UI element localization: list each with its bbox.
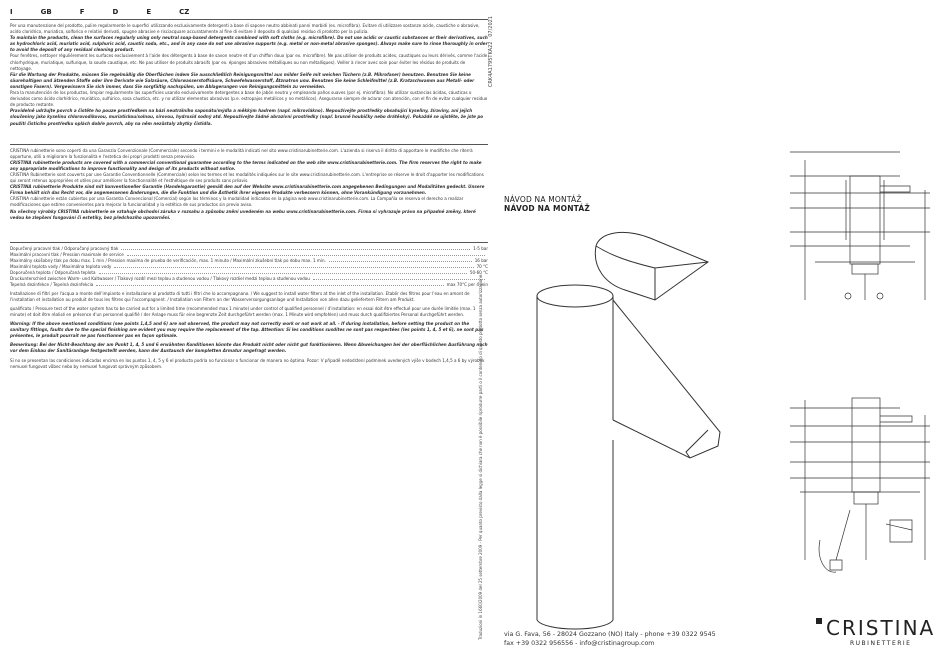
lang-fr: F (79, 8, 85, 16)
warranty-cz: Na všechny výrobky CRISTINA rubinetterie se vztahuje obchodní záruka v rozsahu a způsobu znění uvedeném na webu www.cristinarubinetterie.com. Firma si vyhrazuje právo na případné změny, které vedou ke zlepšení fungování či estetiky, bez předchozího upozornění. (10, 208, 476, 220)
lang-de: D (112, 8, 119, 16)
install-section (10, 291, 488, 370)
brand-logo: CRISTINA RUBINETTERIE (826, 616, 936, 647)
cleaning-cz: Pravidelně udržujte povrch a čistěte ho pouze prostředkem na bázi neutrálního saponátu/mýdla a měkkým hadrem (např. mikrovlákno). Nepoužívejte prostředky obsahující kyseliny, žíraviny, ani jejich sloučeniny jako kyselinu chlorovodíkovou, muriatickou/solnou, sírovou, hydroxid sodný atd. Nepoužívejte žádné abrazivní prostředky (např. brusné houbičky nebo drátěnky). Pokaždé se ujistěte, že jste po použití čisticího prostředku oplách dobře povrch, aby na něm nezůstaly zbytky čistidla. (10, 108, 484, 126)
divider (10, 144, 488, 145)
install-warning: Warning: If the above mentioned conditions (see points 1,4,5 and 6) are not observed, the product may not correctly work or not work at all. - If during installation, before setting the product on the sanitary fittings, faults due to the special finishing are evident you may require the replacement of the tap. Attention: Si les conditions susdites ne sont pas respectées (les points 1, 4, 5 et 6), ne sont pas présentes, le produit pourrait ne pas fonctionner pas en façon optimale. (10, 321, 484, 339)
cleaning-section (10, 23, 488, 127)
language-headers (0, 0, 500, 16)
warranty-fr: CRISTINA Rubinetterie sont couverts par une Garantie Conventionnelle (Commerciale) selon les termes et les modalités indiquées sur le site www.cristinarubinetterie.com. L'entreprise se réserve le droit d'apporter les modifications qui seront retenus appropriées et utiles pour améliorer la fonctionnalité et l'esthétique de ses produits sans préavis. (10, 171, 484, 184)
divider (10, 19, 488, 20)
spec-row: Druckunterschied zwischen Warm- und Kaltwasser / Tlakový rozdíl mezi teplou a studenou vodou / Tlakový rozdiel medzi teplou a studenou vodou (10, 276, 488, 282)
technical-view-top (790, 152, 930, 300)
install-qualified: qualificato / Pressure test of the water system has to be carried out for a limited time (recommended max 1 minute) under control of qualified personnel / d'installation: en essai doit être effectué pour une durée limitée (max. 1 minute) et doit être réalisé en présence d'un personnel qualifié / der Anlage muss für eine begrenzte Zeit durchgeführt werden (max. 1 Minute wird empfohlen) und muss durch qualifiziertes Personal durchgeführt werden. (10, 305, 476, 317)
install-cz: Si no se presentan las condiciones indicadas encima en los puntos 1, 4, 5 y 6 el producto podría no funcionar o funcionar de manera no óptima. Pozor: V případě nedodržení podmínek uvedených výše v bodech 1,4,5 a 6 by výrobek nemusel fungovat vůbec nebo by nemusel fungovat správným způsobem. (10, 357, 485, 369)
spec-row: Dopurčený pracovní tlak / Odporučaný pracovný tlak 1-5 bar (10, 245, 488, 251)
spec-row: Maximální teplota vody / Maximálna teplota vody 70 °C (10, 263, 488, 269)
technical-view-bottom (790, 398, 930, 572)
faucet-illustration (537, 232, 720, 629)
warranty-section (10, 148, 488, 221)
warranty-it: CRISTINA rubinetterie sono coperti da una Garanzia Convenzionale (Commerciale) secondo i termini e le modalità indicati nel sito www.cristinarubinetterie.com. L'azienda si riserva il diritto di apportare le modifiche che riterrà opportune, utili a migliorare la funzionalità e l'estetica dei propri prodotti senza preavviso. (10, 147, 473, 159)
lang-cz: CZ (179, 8, 190, 16)
cleaning-it: Per una manutenzione del prodotto, pulire regolarmente le superfici utilizzando esclusivamente detergenti a base di sapone neutro abbinati panni morbidi (es. microfibra). Evitare di utilizzare sostanze acide, caustiche o abrasive, acido cloridrico, muriatico, solforico e relativi derivati, spugne abrasive e risciacquare accuratamente al fine di evitare il deposito di qualsiasi residuo di prodotto per la pulizia. (10, 23, 480, 35)
install-bemerkung: Bemerkung: Bei der Nicht-Beachtung der am Punkt 1, 4, 5 und 6 erwähnten Konditionen könnte das Produkt nicht oder nicht gut funktionieren. Wenn Abweichungen bei der oberflächlichen Ausführung noch vor dem Einbau der Sanitäranlage festgestellt werden, kann der Austausch der kompletten Armatur angefragt werden. (10, 342, 488, 354)
cleaning-fr: Pour fenêtres, nettoyer régulièrement les surfaces exclusivement à l'aide des détergents à base de savon neutre et d'un chiffon doux (par ex. microfibre). Ne pas utiliser de produits acides, caustiques ou leurs dérivés, comme l'acide chlorhydrique, muriatique, sulfurique, la soude caustique, etc. Ne pas utiliser de produits abrasifs (par ex. éponges abrasives métalliques ou non métalliques). Veiller à rincer avec soin pour éviter les résidus de produits de nettoyage. (10, 53, 488, 71)
spec-row: Maximálny skúšobný tlak po dobu max. 1 min / Pression maxima de prueba de verificación, max. 1 minuto / Maximální zkušební tlak po dobu max. 1 min. 16 bar (10, 257, 488, 263)
warranty-gb: CRISTINA rubinetterie products are covered with a commercial conventional guarantee according to the terms indicated on the web site www.cristinarubinetterie.com. The firm reserves the right to make any appropriate modifications to improve functionality and design of its products without notice. (10, 159, 482, 171)
cleaning-de: Für die Wartung der Produkte, müssen Sie regelmäßig die Oberflächen indem Sie ausschließlich Reinigungsmittel aus milder Seife mit weichen Tüchern (z.B. Mikrofaser) benutzen. Benutzen Sie keine säurehaltigen und ätzenden Stoffe oder ihre Derivate wie Salzsäure, Chlorwasserstoffsäure, Schwefelwasserstoff, Ätznatron usw. Benutzen Sie keine Schleifmittel (z.B. Kratzschwamm aus Metall- oder sonstigen Fasern). Vergewissern Sie sich immer, dass Sie sorgfältig nachspülen, um Ablagerungen von Reinigungsmitteln zu vermeiden. (10, 71, 475, 89)
spec-row: Doporučená teplota / Odporučaná teplota 50-60 °C (10, 269, 488, 275)
document-code: CRK4A1795TKA22 07/2021 (488, 16, 494, 88)
cleaning-es: Para la manutención de los productos, limpiar regularmente las superficies usando exclusivamente detergentes a base de jabón neutro y empleando paños suaves (por ej. microfibra). No utilizar sustancias ácidas, cáusticas o derivados como ácido clorhídrico, muriático, sulfúrico, sosa cáustica, etc. y no utilizar elementos abrasivos (p.e. estropajos metálicos y no metálicos). Asegurarse siempre de aclarar con atención, con el fin de evitar cualquier residuo de producto restante. (10, 90, 488, 108)
company-contact: via G. Fava, 56 - 28024 Gozzano (NO) Italy - phone +39 0322 9545 fax +39 0322 956556 - info@cristinagroup.com (504, 631, 716, 647)
technical-drawings (500, 0, 950, 665)
divider (10, 242, 488, 243)
cleaning-gb: To maintain the products, clean the surfaces regularly using only neutral soap-based detergents combined with soft cloths (e.g. microfibre). Do not use acidic or caustic substances or their derivatives, such as hydrochloric acid, muriatic acid, sulphuric acid, caustic soda, etc., and in any case do not use abrasive supports (e.g. metal or non-metal abrasive sponges). Always make sure to rinse thoroughly in order to avoid the deposit of any residual cleaning product. (10, 35, 488, 53)
legal-footnote: Traduzioni in 1660/2009 del 25 settembre 2009 - Per quanto previsto dalla legge si dichiara che non è possibile riprodurre parti o il contenuto di questo prodotto senza autorizzazione. (478, 273, 483, 640)
lang-gb: GB (40, 8, 52, 16)
lang-es: E (146, 8, 152, 16)
spec-row: Maximální pracovní tlak / Pression maximale de service (10, 252, 488, 258)
lang-it: I (10, 8, 13, 16)
warranty-de: CRISTINA rubinetterie Produkte sind mit konventioneller Garantie (Handelsgarantie) gemäß den auf der Website www.cristinarubinetterie.com angegebenen Bedingungen und Modalitäten gedeckt. Unsere Firma behält sich das Recht vor, die angemessenen Änderungen, die die Funktion und die Ästhetik ihrer eigenen Produkte verbessern können, ohne Vorankündigung vorzunehmen. (10, 184, 485, 196)
spec-row: Tepelná dezinfekce / Tepelná dezinfekcia max 70°C per 4 min (10, 281, 488, 287)
spec-list (0, 246, 500, 288)
warranty-es: CRISTINA rubinetterie están cubiertos por una Garantía Convencional (Comercial) según los términos y la modalidad indicados en la página web www.cristinarubinetterie.com. La Compañía se reserva el derecho a realizar modificaciones que estime convenientes para mejorar la funcionalidad y la estética de sus productos sin previo aviso. (10, 196, 464, 208)
page-title: NÁVOD NA MONTÁŽ NÁVOD NA MONTÁŽ (504, 195, 591, 213)
install-filter: Installazione di filtri per l'acqua a monte dell'impianto e installazione al prodotto di tutti i filtri che lo accompagnano. / We suggest to install water filters at the inlet of the installation. Etablir des filtres pour l'eau en amont de l'installation et installation au produit de tous les filtres qui l'accompagnent. / Installation von Filtern an der Wasserversorgungsanlage und Installation von allen dazu geliefertern Filtern am Produkt. (10, 290, 470, 302)
